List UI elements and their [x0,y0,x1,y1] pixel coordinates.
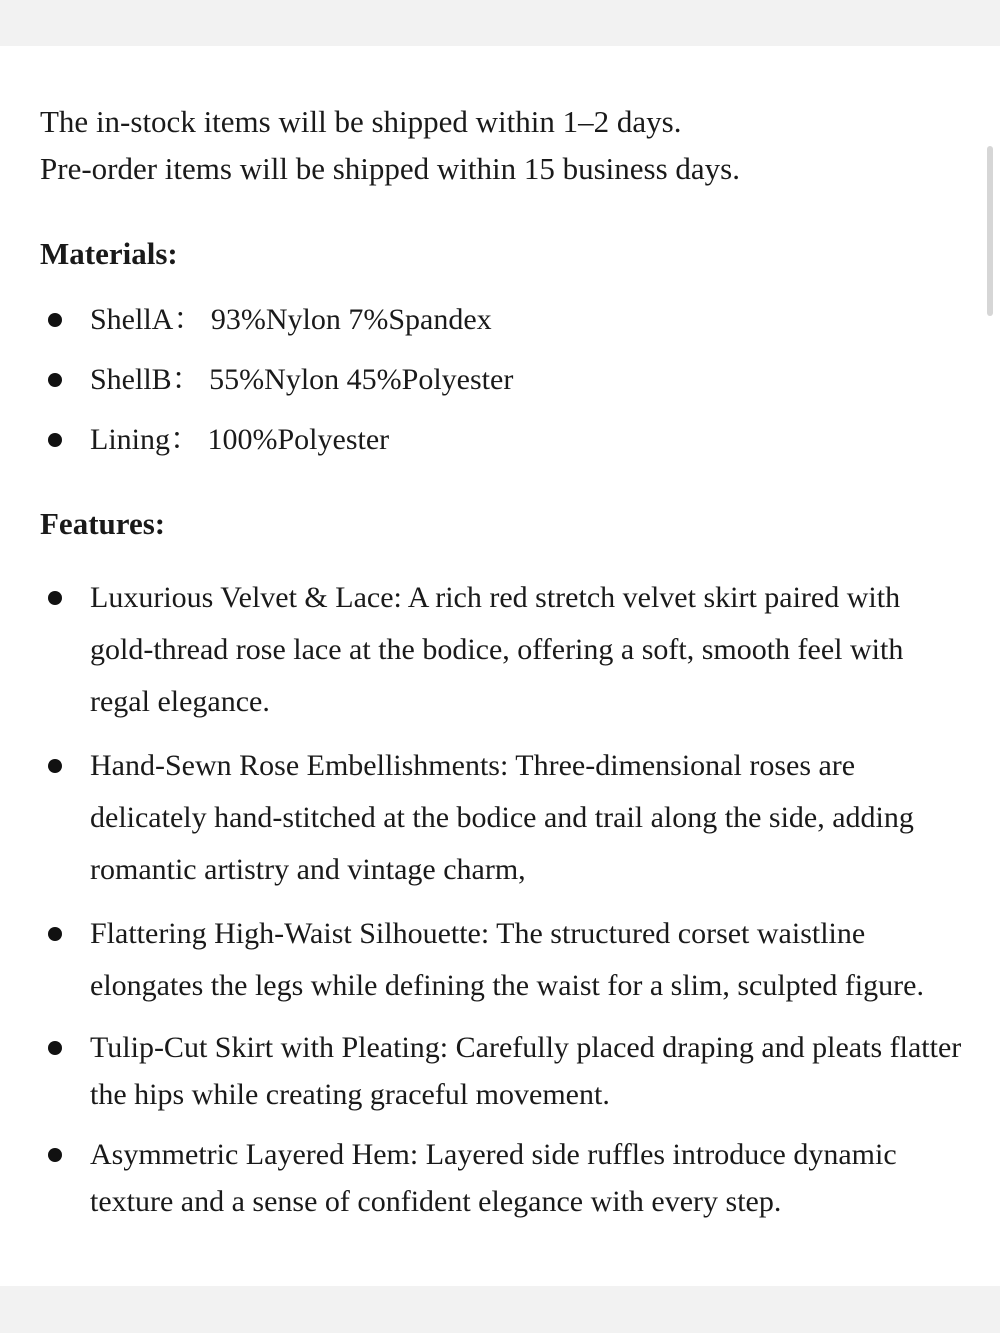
material-item-lining [40,410,970,470]
bullet-icon [48,313,62,327]
material-text: ShellB： 55%Nylon 45%Polyester [90,363,514,396]
vertical-scrollbar[interactable] [987,146,993,316]
feature-description: Three-dimensional roses are delicately hand-stitched at the bodice and trail along the side, adding romantic artistry and vintage charm, [90,749,914,886]
bullet-icon [48,433,62,447]
bullet-icon [48,373,62,387]
material-item-shell-a [40,290,970,350]
feature-item-layered-hem [40,1131,970,1225]
bullet-icon [48,591,62,605]
feature-description: The structured corset waistline elongates the legs while defining the waist for a slim, sculpted figure. [90,917,924,1002]
feature-title: Hand-Sewn Rose Embellishments: [90,749,509,782]
feature-description: A rich red stretch velvet skirt paired with gold-thread rose lace at the bodice, offering a soft, smooth feel with regal elegance. [90,581,904,718]
materials-heading: Materials: [40,236,178,271]
product-description [40,98,970,1238]
feature-item-rose-embellishments [40,740,970,896]
features-list [40,572,970,1225]
bullet-icon [48,1041,62,1055]
bullet-icon [48,759,62,773]
feature-description: Layered side ruffles introduce dynamic texture and a sense of confident elegance with every step. [90,1138,897,1218]
feature-item-velvet-lace [40,572,970,728]
shipping-in-stock-note: The in-stock items will be shipped within 1–2 days. [40,104,682,139]
feature-title: Tulip-Cut Skirt with Pleating: [90,1031,449,1064]
bullet-icon [48,927,62,941]
material-text: ShellA： 93%Nylon 7%Spandex [90,303,492,336]
bullet-icon [48,1148,62,1162]
materials-list [40,290,970,470]
material-item-shell-b [40,350,970,410]
feature-description: Carefully placed draping and pleats flatter the hips while creating graceful movement. [90,1031,962,1111]
features-heading: Features: [40,506,166,541]
feature-item-tulip-skirt [40,1024,970,1118]
feature-title: Luxurious Velvet & Lace: [90,581,402,614]
page-sheet [0,46,1000,1286]
feature-title: Flattering High-Waist Silhouette: [90,917,490,950]
shipping-preorder-note: Pre-order items will be shipped within 15 business days. [40,151,740,186]
material-text: Lining： 100%Polyester [90,423,390,456]
feature-item-high-waist [40,908,970,1012]
feature-title: Asymmetric Layered Hem: [90,1138,419,1171]
